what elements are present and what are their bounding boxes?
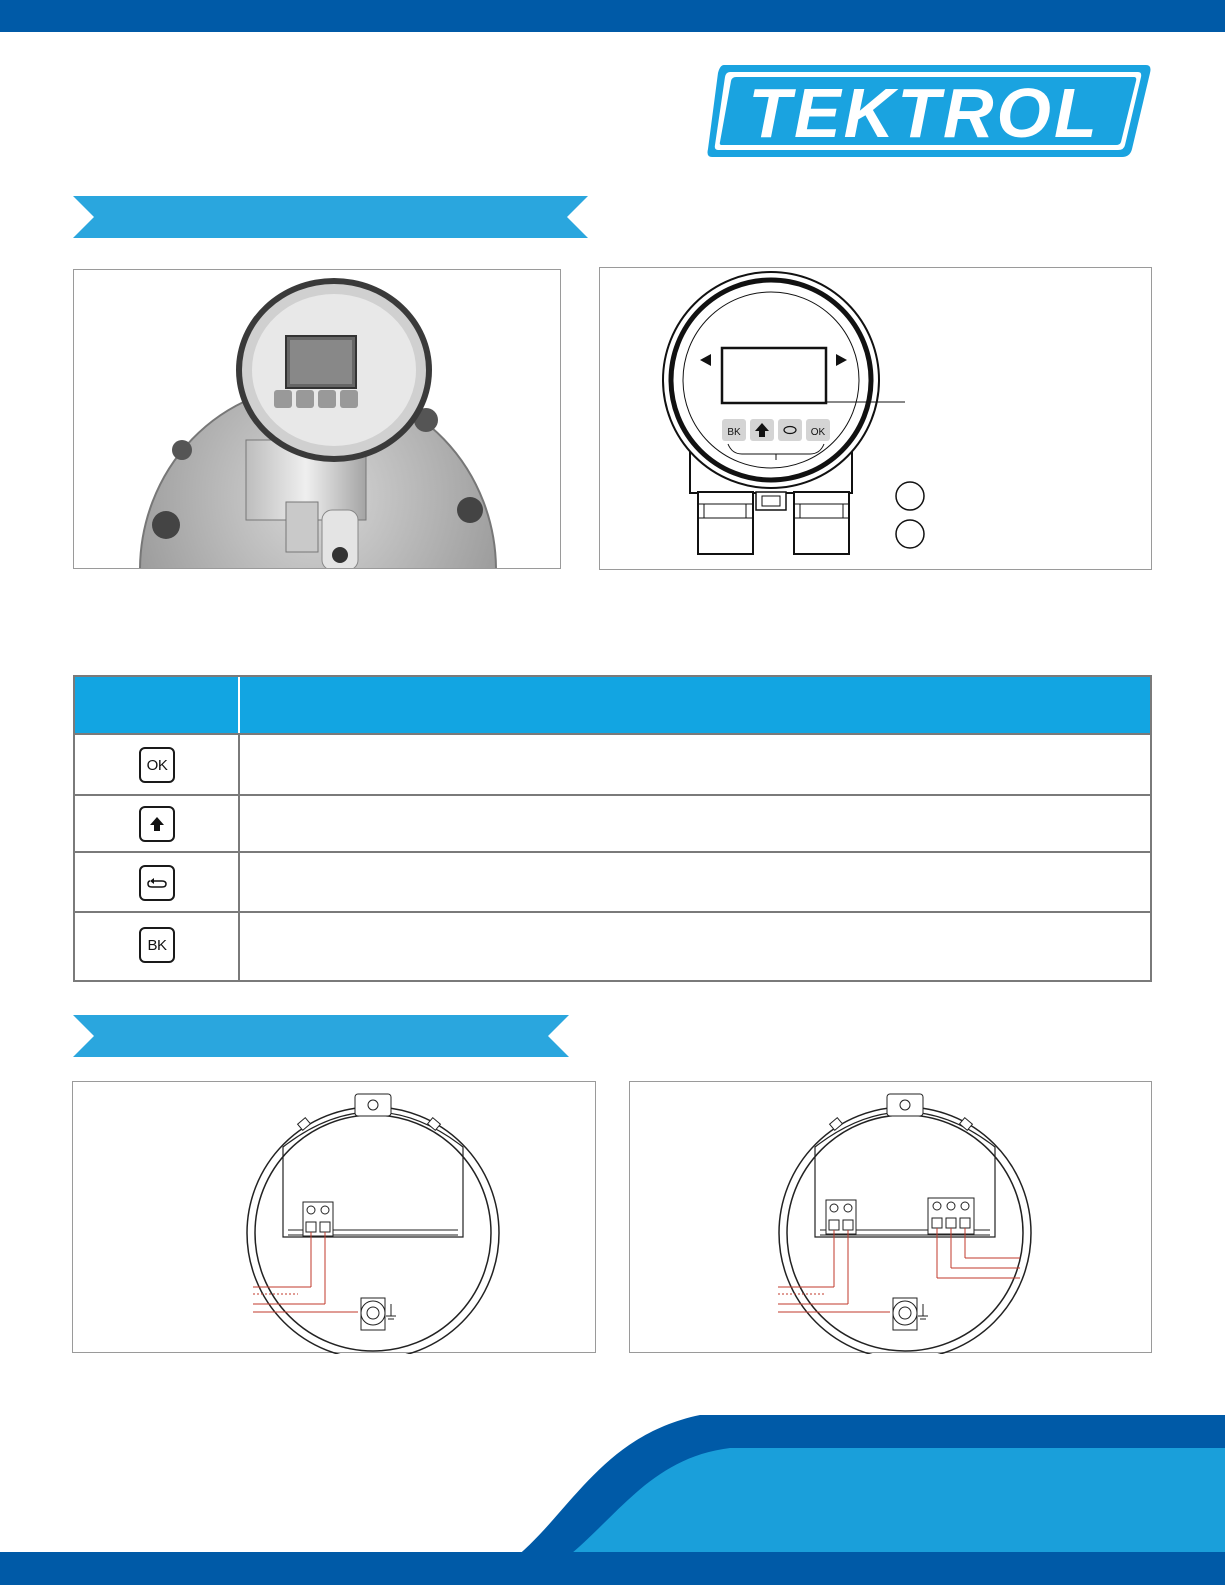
table-row bbox=[75, 794, 1150, 853]
up-arrow-key-icon bbox=[139, 806, 175, 842]
device-photo-panel bbox=[73, 269, 561, 569]
enter-key-icon bbox=[139, 865, 175, 901]
display-diagram-panel bbox=[599, 267, 1152, 570]
logo-text: TEKTROL bbox=[748, 74, 1100, 152]
row-divider bbox=[238, 913, 240, 980]
display-keypad-diagram bbox=[600, 268, 1153, 571]
ok-key-icon: OK bbox=[139, 747, 175, 783]
diagram-bk-label: BK bbox=[727, 427, 741, 438]
section-ribbon-2 bbox=[73, 1015, 569, 1057]
bk-key-icon: BK bbox=[139, 927, 175, 963]
wiring-diagram-right bbox=[629, 1081, 1152, 1353]
table-row bbox=[75, 733, 1150, 796]
row-divider bbox=[238, 735, 240, 796]
table-header-row bbox=[75, 677, 1150, 735]
key-function-table bbox=[73, 675, 1152, 982]
row-divider bbox=[238, 853, 240, 913]
footer-wave bbox=[0, 1410, 1225, 1585]
table-row bbox=[75, 851, 1150, 913]
table-row bbox=[75, 911, 1150, 980]
device-photo bbox=[74, 270, 561, 569]
row-divider bbox=[238, 796, 240, 853]
diagram-ok-label: OK bbox=[810, 427, 826, 438]
top-header-bar bbox=[0, 0, 1225, 32]
tektrol-logo bbox=[706, 63, 1152, 159]
header-column-divider bbox=[238, 677, 240, 735]
wiring-diagram-left bbox=[72, 1081, 596, 1353]
section-ribbon-1 bbox=[73, 196, 588, 238]
